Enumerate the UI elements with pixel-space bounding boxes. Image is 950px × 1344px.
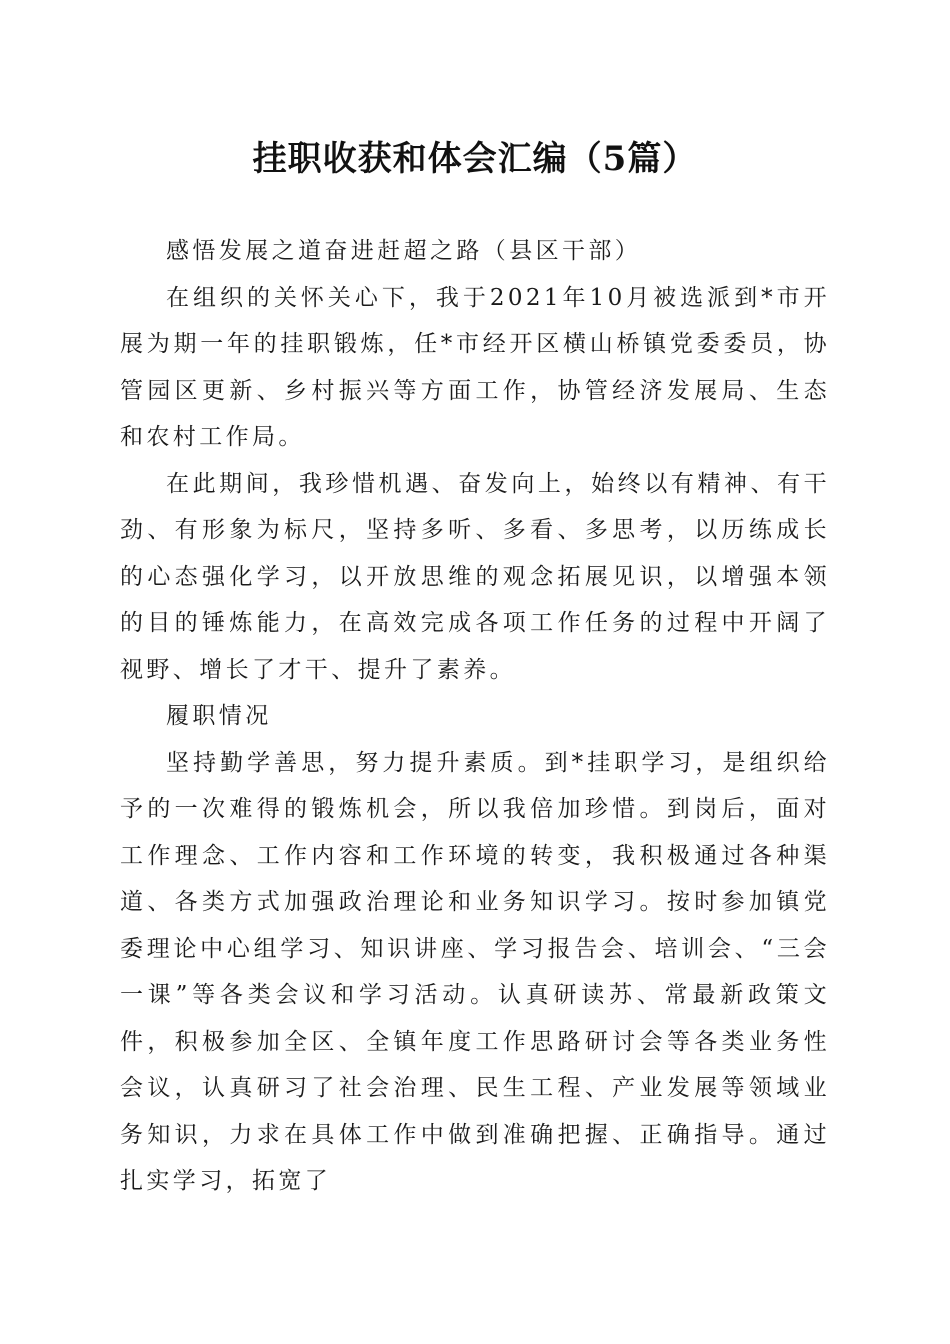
document-body	[120, 228, 830, 1205]
paragraph-experience: 在此期间，我珍惜机遇、奋发向上，始终以有精神、有干劲、有形象为标尺，坚持多听、多看、多思考，以历练成长的心态强化学习，以开放思维的观念拓展见识，以增强本领的目的锤炼能力，在高效完成各项工作任务的过程中开阔了视野、增长了才干、提升了素养。	[120, 470, 830, 683]
document-title: 挂职收获和体会汇编（5篇）	[252, 139, 698, 179]
paragraph-study: 坚持勤学善思，努力提升素质。到*挂职学习，是组织给予的一次难得的锻炼机会，所以我倍加珍惜。到岗后，面对工作理念、工作内容和工作环境的转变，我积极通过各种渠道、各类方式加强政治理论和业务知识学习。按时参加镇党委理论中心组学习、知识讲座、学习报告会、培训会、“三会一课”等各类会议和学习活动。认真研读苏、常最新政策文件，积极参加全区、全镇年度工作思路研讨会等各类业务性会议，认真研习了社会治理、民生工程、产业发展等领域业务知识，力求在具体工作中做到准确把握、正确指导。通过扎实学习，拓宽了	[120, 749, 830, 1194]
article-subtitle: 感悟发展之道奋进赶超之路（县区干部）	[166, 238, 642, 264]
section-heading: 履职情况	[166, 703, 272, 729]
paragraph-intro: 在组织的关怀关心下，我于2021年10月被选派到*市开展为期一年的挂职锻炼，任*市经开区横山桥镇党委委员，协管园区更新、乡村振兴等方面工作，协管经济发展局、生态和农村工作局。	[120, 284, 830, 450]
